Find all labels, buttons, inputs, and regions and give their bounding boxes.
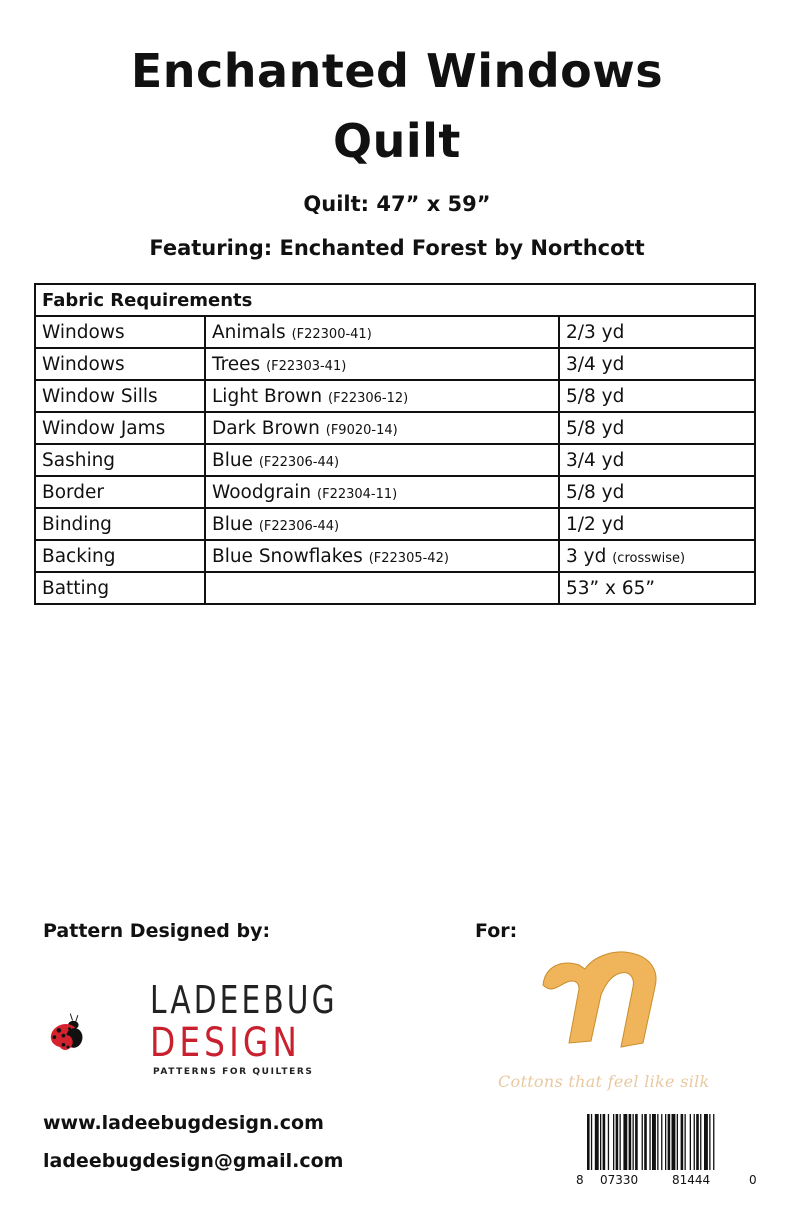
northcott-n-logo-icon — [535, 945, 675, 1050]
barcode-bar — [635, 1114, 638, 1170]
fabric-name-cell — [205, 540, 559, 572]
fabric-use-cell: Batting — [35, 572, 205, 604]
website-link[interactable]: www.ladeebugdesign.com — [43, 1112, 324, 1134]
fabric-code: (F22300-41) — [291, 326, 372, 342]
barcode-bar — [623, 1114, 627, 1170]
fabric-amount-cell — [559, 540, 755, 572]
title-line-1: Enchanted Windows — [130, 44, 664, 98]
fabric-use-cell: Windows — [35, 348, 205, 380]
barcode-bar — [668, 1114, 671, 1170]
logo-tagline: PATTERNS FOR QUILTERS — [153, 1067, 314, 1077]
email-link[interactable]: ladeebugdesign@gmail.com — [43, 1150, 344, 1172]
fabric-code: (F9020-14) — [325, 422, 398, 438]
barcode-bar — [690, 1114, 691, 1170]
featuring-line: Featuring: Enchanted Forest by Northcott — [149, 236, 645, 260]
barcode-bar — [713, 1114, 714, 1170]
table-row — [35, 348, 755, 380]
table-row — [35, 508, 755, 540]
fabric-name-cell — [205, 380, 559, 412]
barcode-bar — [696, 1114, 699, 1170]
fabric-code: (F22303-41) — [266, 358, 347, 374]
barcode-bar — [677, 1114, 678, 1170]
barcode-digits-left: 07330 — [600, 1173, 639, 1187]
fabric-amount: 5/8 yd — [566, 385, 625, 407]
fabric-amount-cell — [559, 476, 755, 508]
barcode-bar — [644, 1114, 647, 1170]
fabric-use-cell: Windows — [35, 316, 205, 348]
fabric-name: Trees — [212, 353, 261, 375]
barcode-digits-right: 81444 — [672, 1173, 711, 1187]
barcode-bar — [649, 1114, 650, 1170]
fabric-amount-cell — [559, 444, 755, 476]
table-row — [35, 444, 755, 476]
table-heading: Fabric Requirements — [35, 284, 755, 316]
barcode-bar — [587, 1114, 590, 1170]
fabric-use-cell: Window Jams — [35, 412, 205, 444]
fabric-use-cell: Binding — [35, 508, 205, 540]
barcode-bar — [672, 1114, 676, 1170]
fabric-name: Blue — [212, 513, 253, 535]
barcode-digit-last: 0 — [749, 1173, 757, 1187]
barcode-bar — [642, 1114, 643, 1170]
barcode-bar — [657, 1114, 658, 1170]
table-row — [35, 572, 755, 604]
fabric-amount-note: (crosswise) — [612, 550, 686, 566]
fabric-amount-cell — [559, 380, 755, 412]
fabric-amount: 5/8 yd — [566, 417, 625, 439]
barcode-bar — [652, 1114, 656, 1170]
fabric-amount-cell — [559, 572, 755, 604]
fabric-name: Woodgrain — [212, 481, 312, 503]
fabric-name-cell — [205, 508, 559, 540]
barcode-bar — [591, 1114, 592, 1170]
fabric-name: Animals — [212, 321, 286, 343]
table-row — [35, 476, 755, 508]
fabric-name: Blue Snowflakes — [212, 545, 363, 567]
fabric-use-cell: Window Sills — [35, 380, 205, 412]
barcode-bar — [700, 1114, 701, 1170]
fabric-amount: 2/3 yd — [566, 321, 625, 343]
fabric-code: (F22306-44) — [258, 518, 340, 534]
barcode-bar — [629, 1114, 632, 1170]
barcode-bar — [603, 1114, 606, 1170]
logo-word-design: DESIGN — [150, 1020, 302, 1066]
for-label: For: — [475, 920, 518, 942]
barcode-bar — [620, 1114, 621, 1170]
fabric-amount: 53” x 65” — [566, 577, 655, 599]
fabric-code: (F22306-12) — [328, 390, 409, 406]
barcode-bar — [613, 1114, 614, 1170]
fabric-name-cell — [205, 316, 559, 348]
fabric-name-cell — [205, 572, 559, 604]
barcode-bar — [709, 1114, 710, 1170]
fabric-name: Light Brown — [212, 385, 323, 407]
logo-word-ladeebug: LADEEBUG — [150, 978, 338, 1022]
fabric-code: (F22305-42) — [368, 550, 449, 566]
fabric-code: (F22304-11) — [317, 486, 398, 502]
fabric-use-cell: Backing — [35, 540, 205, 572]
fabric-amount: 5/8 yd — [566, 481, 625, 503]
fabric-name-cell — [205, 348, 559, 380]
barcode-bar — [616, 1114, 619, 1170]
fabric-use-cell: Sashing — [35, 444, 205, 476]
barcode-bar — [704, 1114, 708, 1170]
fabric-amount-cell — [559, 348, 755, 380]
fabric-name: Blue — [212, 449, 253, 471]
barcode-bar — [595, 1114, 599, 1170]
fabric-code: (F22306-44) — [258, 454, 340, 470]
barcode-bar — [633, 1114, 634, 1170]
fabric-name-cell — [205, 412, 559, 444]
barcode-digit-first: 8 — [576, 1173, 584, 1187]
table-row — [35, 540, 755, 572]
table-row — [35, 316, 755, 348]
fabric-amount: 3 yd — [566, 545, 607, 567]
fabric-name-cell — [205, 444, 559, 476]
barcode-bar — [661, 1114, 662, 1170]
ladybug-icon — [46, 978, 156, 1088]
fabric-amount: 3/4 yd — [566, 449, 625, 471]
barcode-bar — [694, 1114, 695, 1170]
title-line-2: Quilt — [333, 114, 461, 168]
fabric-amount: 1/2 yd — [566, 513, 625, 535]
manufacturer-tagline: Cottons that feel like silk — [498, 1072, 710, 1091]
table-header-row — [35, 284, 755, 316]
fabric-amount-cell — [559, 412, 755, 444]
fabric-amount: 3/4 yd — [566, 353, 625, 375]
fabric-requirements-table — [34, 283, 756, 605]
barcode-bar — [665, 1114, 666, 1170]
barcode-bar — [608, 1114, 609, 1170]
barcode-bar — [685, 1114, 686, 1170]
fabric-amount-cell — [559, 316, 755, 348]
barcode-bar — [600, 1114, 601, 1170]
table-row — [35, 380, 755, 412]
designed-by-label: Pattern Designed by: — [43, 920, 271, 942]
quilt-size: Quilt: 47” x 59” — [303, 192, 491, 216]
fabric-name: Dark Brown — [212, 417, 320, 439]
table-row — [35, 412, 755, 444]
fabric-use-cell: Border — [35, 476, 205, 508]
barcode-bar — [681, 1114, 684, 1170]
fabric-name-cell — [205, 476, 559, 508]
fabric-amount-cell — [559, 508, 755, 540]
